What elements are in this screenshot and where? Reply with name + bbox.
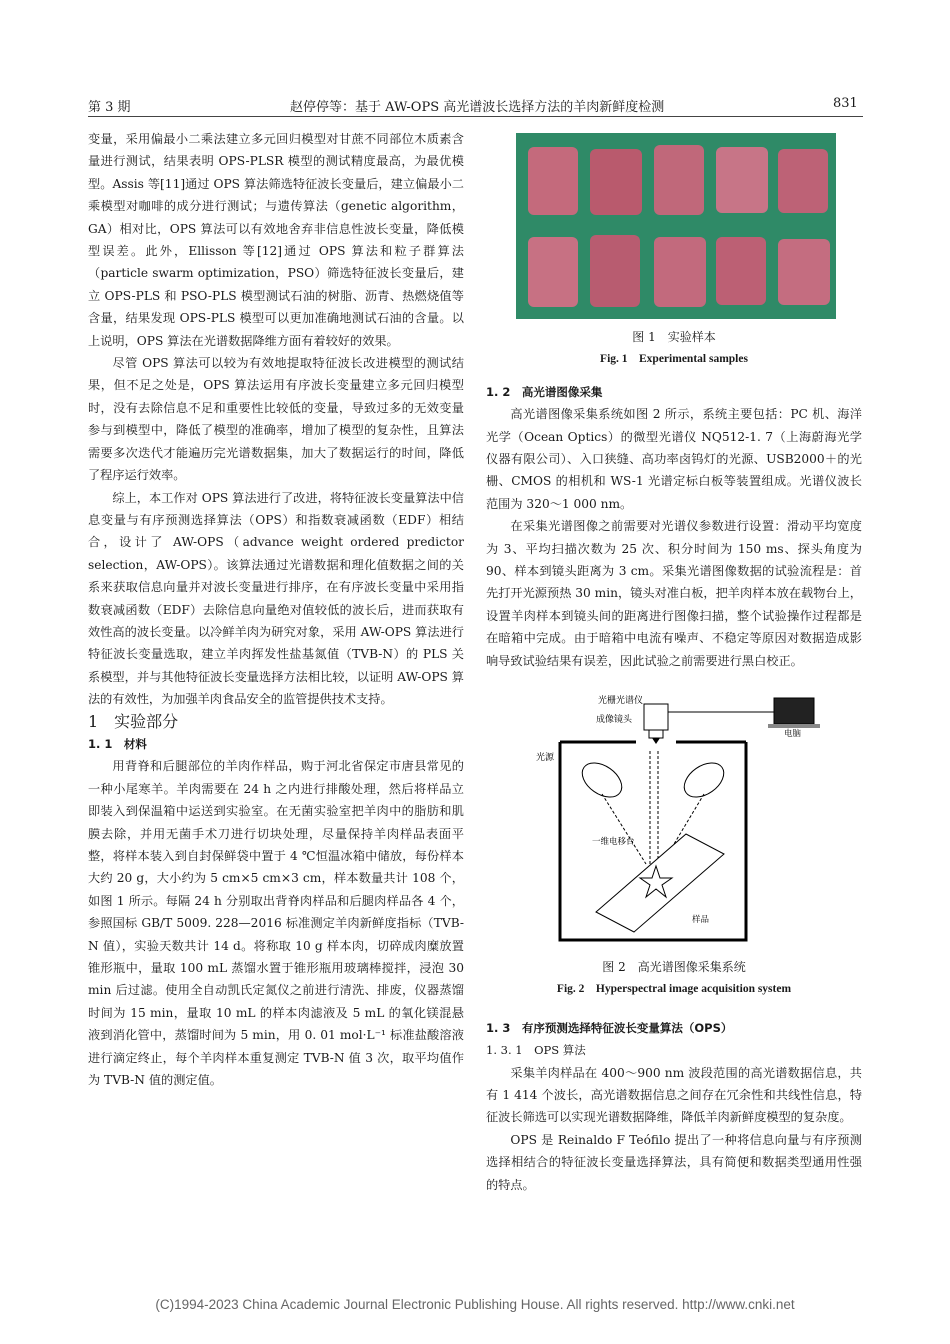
label-stage: 一维电移台: [592, 837, 635, 847]
running-title: 赵停停等：基于 AW-OPS 高光谱波长选择方法的羊肉新鲜度检测: [290, 100, 665, 115]
right-column: [486, 326, 862, 672]
header-rule: [88, 116, 863, 117]
right-column-lower: [486, 956, 862, 1196]
figure-2-caption-en: Fig. 2 Hyperspectral image acquisition system: [556, 983, 792, 996]
copyright-footer: (C)1994-2023 China Academic Journal Electronic Publishing House. All rights reserved. http://www.cnki.net: [155, 1297, 795, 1312]
figure-1-photo: [516, 133, 836, 319]
label-lens: 成像镜头: [596, 715, 633, 725]
label-spectrometer: 光栅光谱仪: [598, 696, 644, 706]
subsection-heading: 1. 2 高光谱图像采集: [486, 384, 603, 399]
paragraph: 尽管 OPS 算法可以较为有效地提取特征波长改进模型的测试结果，但不足之处是，OPS 算法运用有序波长变量建立多元回归模型时，没有去除信息不足和重要性比较低的变量，导致过多的无效变量参与到模型中，降低了模型的准确率，增加了模型的复杂性，且算法需要多次迭代才能遍历完光谱数据集，加大了数据运行的时间，降低了程序运行效率。: [88, 356, 464, 483]
figure-1-caption-en: Fig. 1 Experimental samples: [600, 353, 748, 366]
left-column: [88, 128, 464, 1091]
paragraph: 在采集光谱图像之前需要对光谱仪参数进行设置：滑动平均宽度为 3、平均扫描次数为 25 次、积分时间为 150 ms、探头角度为 90、样本到镜头距离为 3 cm。采集光谱图像数据的试验流程是：首先打开光源预热 30 min，镜头对准白板，把羊肉样本放在载物台上，设置羊肉样本到镜头间的距离进行图像扫描，整个试验操作过程都是在暗箱中完成。由于暗箱中电流有噪声、不稳定等原因对数据造成影响导致试验结果有误差，因此试验之前需要进行黑白校正。: [486, 519, 862, 668]
label-computer: 电脑: [784, 729, 802, 739]
paragraph: 变量，采用偏最小二乘法建立多元回归模型对甘蔗不同部位木质素含量进行测试，结果表明 OPS-PLSR 模型的测试精度最高，为最优模型。Assis 等[11]通过 OPS 算法筛选特征波长变量后，建立偏最小二乘模型对咖啡的成分进行测试；与遗传算法（genetic algorithm，GA）相对比，OPS 算法可以有效地舍弃非信息性波长变量，降低模型误差。此外，Ellisson 等[12]通过 OPS 算法和粒子群算法（particle swarm optimization，PSO）筛选特征波长变量后，建立 OPS-PLS 和 PSO-PLS 模型测试石油的树脂、沥青、热燃烧值等含量，结果发现 OPS-PLS 模型可以更加准确地测试石油的含量。以上说明，OPS 算法在光谱数据降维方面有着较好的效果。: [88, 132, 464, 348]
paragraph: 用背脊和后腿部位的羊肉作样品，购于河北省保定市唐县常见的一种小尾寒羊。羊肉需要在 24 h 之内进行排酸处理，然后将样品立即装入到保温箱中运送到实验室。在无菌实验室把羊肉中的脂肪和肌膜去除，并用无菌手术刀进行切块处理，尽量保持羊肉样品表面平整，将样本装入到自封保鲜袋中置于 4 ℃恒温冰箱中储放，每份样本大约 20 g，大小约为 5 cm×5 cm×3 cm，样本数量共计 108 个，如图 1 所示。每隔 24 h 分别取出背脊肉样品和后腿肉样品各 4 个，参照国标 GB/T 5009. 228—2016 标准测定羊肉新鲜度指标（TVB-N 值），实验天数共计 14 d。将称取 10 g 样本肉，切碎成肉糜放置锥形瓶中，量取 100 mL 蒸馏水置于锥形瓶用玻璃棒搅拌，浸泡 30 min 后过滤。使用全自动凯氏定氮仪之前进行清洗、排废，仪器蒸馏时间为 15 min，量取 10 mL 的样本肉滤液及 5 mL 的氧化镁混悬液到消化管中，蒸馏时间为 5 min，用 0. 01 mol·L⁻¹ 标准盐酸溶液进行滴定终止，每个羊肉样本重复测定 TVB-N 值 3 次，取平均值作为 TVB-N 值的测定值。: [88, 759, 464, 1088]
paragraph: 采集羊肉样品在 400～900 nm 波段范围的高光谱数据信息，共有 1 414 个波长，高光谱数据信息之间存在冗余性和共线性信息，特征波长筛选可以实现光谱数据降维，降低羊肉新鲜度模型的复杂度。: [486, 1065, 862, 1125]
paragraph: 综上，本工作对 OPS 算法进行了改进，将特征波长变量算法中信息变量与有序预测选择算法（OPS）和指数衰减函数（EDF）相结合，设计了 AW-OPS（advance weight ordered predictor selection，AW-OPS）。该算法通过光谱数据和理化值数据之间的关系来获取信息向量并对波长变量进行排序，在有序波长变量中采用指数衰减函数（EDF）去除信息向量绝对值较低的波长后，进而获取有效性高的波长变量。以冷鲜羊肉为研究对象，采用 AW-OPS 算法进行特征波长变量选取，建立羊肉挥发性盐基氮值（TVB-N）的 PLS 关系模型，并与其他特征波长变量选择方法相比较，以证明 AW-OPS 算法的有效性，为加强羊肉食品安全的监管提供技术支持。: [88, 490, 464, 707]
subsection-heading: 1. 3 有序预测选择特征波长变量算法（OPS）: [486, 1020, 733, 1035]
subsubsection-heading: 1. 3. 1 OPS 算法: [486, 1043, 586, 1058]
section-heading: 1 实验部分: [88, 711, 179, 731]
page-number: 831: [833, 96, 858, 111]
paragraph: 高光谱图像采集系统如图 2 所示，系统主要包括：PC 机、海洋光学（Ocean Optics）的微型光谱仪 NQ512-1. 7（上海蔚海光学仪器有限公司）、入口狭缝、高功率卤钨灯的光源、USB2000＋的光栅、CMOS 的相机和 WS-1 光谱定标白板等装置组成。光谱仪波长范围为 320～1 000 nm。: [486, 407, 862, 511]
subsection-heading: 1. 1 材料: [88, 736, 147, 751]
figure-1-caption-zh: 图 1 实验样本: [632, 330, 716, 344]
issue-number: 第 3 期: [88, 100, 131, 115]
figure-2-caption-zh: 图 2 高光谱图像采集系统: [602, 960, 746, 974]
figure-2-diagram: [536, 694, 836, 956]
label-sample: 样品: [692, 915, 710, 925]
label-light: 光源: [536, 753, 555, 763]
paragraph: OPS 是 Reinaldo F Teófilo 提出了一种将信息向量与有序预测选择相结合的特征波长变量选择算法，具有简便和数据类型通用性强的特点。: [486, 1132, 862, 1192]
